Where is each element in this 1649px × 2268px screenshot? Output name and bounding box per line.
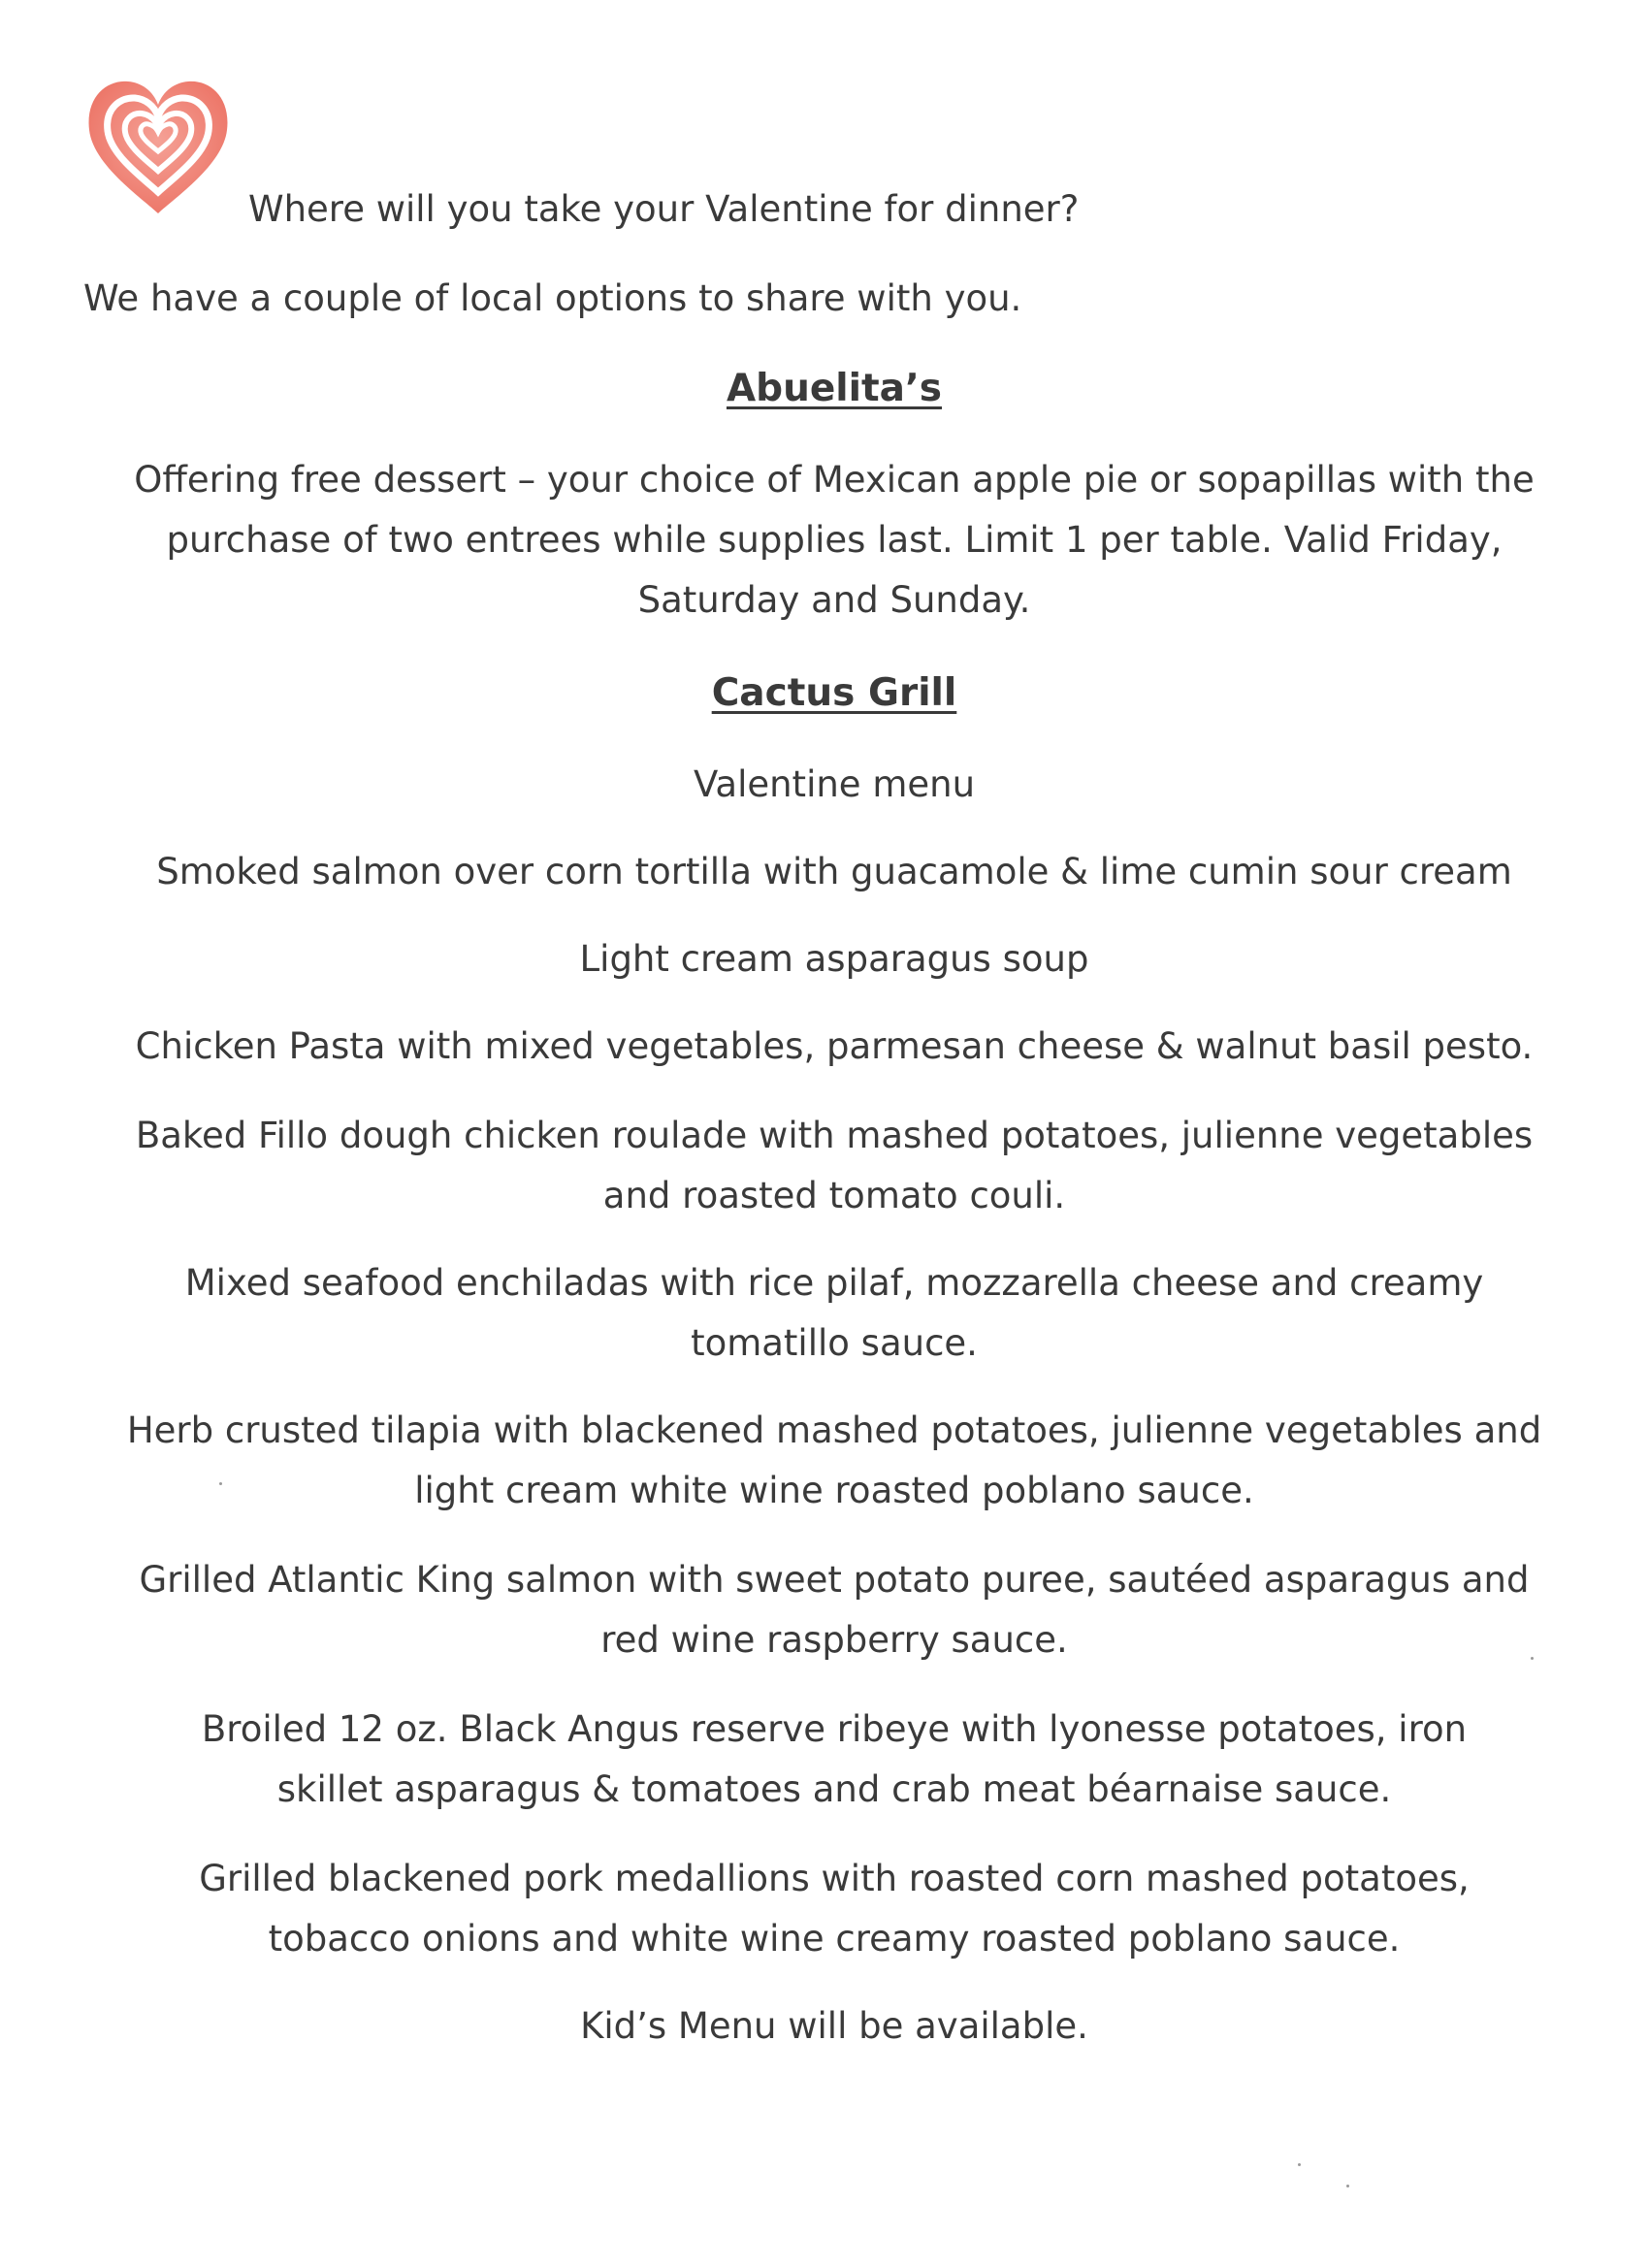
menu-item: Smoked salmon over corn tortilla with guacamole & lime cumin sour cream <box>156 851 1512 892</box>
menu-item: Baked Fillo dough chicken roulade with mashed potatoes, julienne vegetables and roasted tomato couli. <box>135 1115 1534 1216</box>
menu-item: Mixed seafood enchiladas with rice pilaf, mozzarella cheese and creamy tomatillo sauce. <box>184 1262 1484 1364</box>
menu-label: Valentine menu <box>693 763 976 805</box>
cactus-grill-heading: Cactus Grill <box>711 671 957 715</box>
menu-item: Broiled 12 oz. Black Angus reserve ribeye with lyonesse potatoes, iron skillet asparagus & tomatoes and crab meat béarnaise sauce. <box>201 1708 1468 1810</box>
menu-item: Chicken Pasta with mixed vegetables, parmesan cheese & walnut basil pesto. <box>135 1025 1534 1067</box>
kids-menu-note: Kid’s Menu will be available. <box>580 2005 1088 2047</box>
intro-subtitle: We have a couple of local options to share with you. <box>83 277 1022 319</box>
intro-question: Where will you take your Valentine for dinner? <box>248 188 1080 230</box>
menu-item: Grilled blackened pork medallions with roasted corn mashed potatoes, tobacco onions and white wine creamy roasted poblano sauce. <box>199 1858 1470 1960</box>
scan-speck <box>1531 1657 1534 1660</box>
menu-item: Light cream asparagus soup <box>579 938 1089 980</box>
abuelitas-heading: Abuelita’s <box>726 367 943 410</box>
scan-speck <box>1298 2163 1301 2166</box>
menu-item: Grilled Atlantic King salmon with sweet potato puree, sautéed asparagus and red wine raspberry sauce. <box>139 1559 1530 1661</box>
menu-item: Herb crusted tilapia with blackened mashed potatoes, julienne vegetables and light cream white wine roasted poblano sauce. <box>126 1409 1542 1511</box>
heart-icon <box>83 76 233 217</box>
abuelitas-offer: Offering free dessert – your choice of Mexican apple pie or sopapillas with the purchase of two entrees while supplies last. Limit 1 per table. Valid Friday, Saturday and Sunday. <box>134 459 1535 621</box>
scan-speck <box>1346 2185 1349 2187</box>
scan-speck <box>219 1482 222 1485</box>
